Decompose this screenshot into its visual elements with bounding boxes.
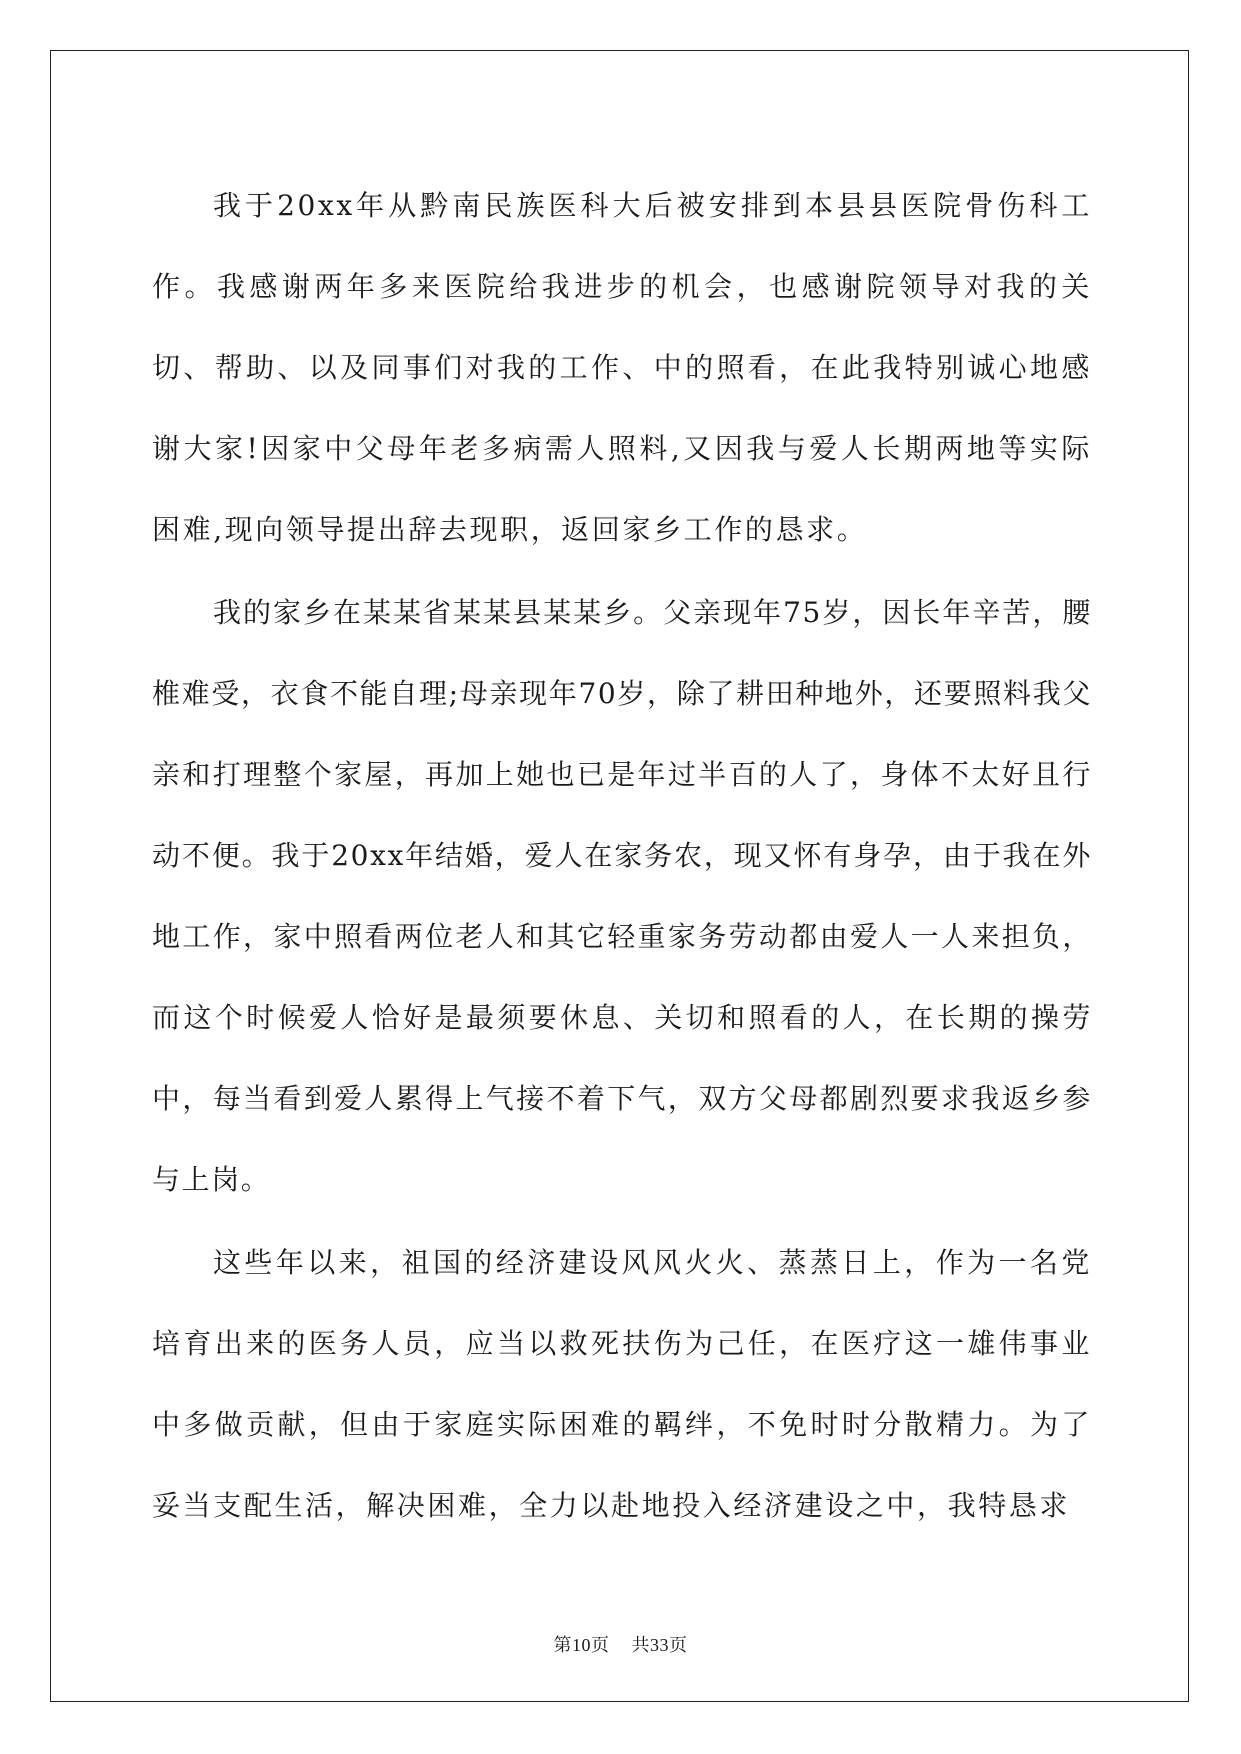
footer-page-prefix: 第 xyxy=(553,1635,572,1656)
footer-page-suffix: 页 xyxy=(591,1635,610,1656)
page-footer xyxy=(0,1633,1241,1658)
paragraph-2: 我的家乡在某某省某某县某某乡。父亲现年75岁，因长年辛苦，腰椎难受，衣食不能自理;母亲现年70岁，除了耕田种地外，还要照料我父亲和打理整个家屋，再加上她也已是年过半百的人了，身体不太好且行动不便。我于20xx年结婚，爱人在家务农，现又怀有身孕，由于我在外地工作，家中照看两位老人和其它轻重家务劳动都由爱人一人来担负，而这个时候爱人恰好是最须要休息、关切和照看的人，在长期的操劳中，每当看到爱人累得上气接不着下气，双方父母都剧烈要求我返乡参与上岗。 xyxy=(152,596,1092,1196)
paragraph-1: 我于20xx年从黔南民族医科大后被安排到本县县医院骨伤科工作。我感谢两年多来医院给我进步的机会，也感谢院领导对我的关切、帮助、以及同事们对我的工作、中的照看，在此我特别诚心地感谢大家!因家中父母年老多病需人照料,又因我与爱人长期两地等实际困难,现向领导提出辞去现职，返回家乡工作的恳求。 xyxy=(152,189,1092,546)
footer-total-suffix: 页 xyxy=(669,1635,688,1656)
footer-page-total: 33 xyxy=(650,1635,669,1655)
document-body xyxy=(152,165,1092,1548)
footer-total-prefix: 共 xyxy=(631,1635,650,1656)
footer-page-current: 10 xyxy=(572,1635,591,1655)
paragraph-3: 这些年以来，祖国的经济建设风风火火、蒸蒸日上，作为一名党培育出来的医务人员，应当以救死扶伤为己任，在医疗这一雄伟事业中多做贡献，但由于家庭实际困难的羁绊，不免时时分散精力。为了妥当支配生活，解决困难，全力以赴地投入经济建设之中，我特恳求 xyxy=(152,1246,1092,1522)
